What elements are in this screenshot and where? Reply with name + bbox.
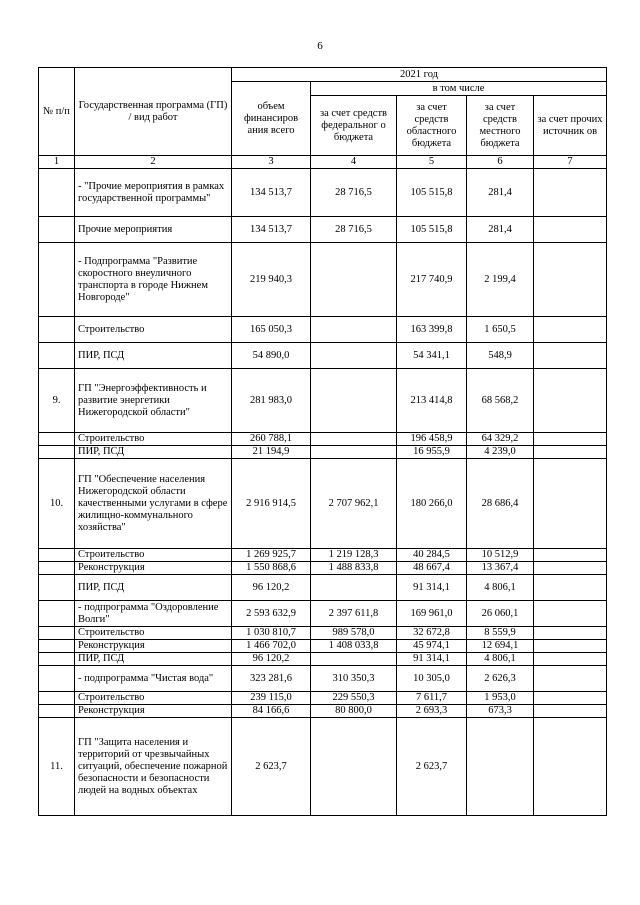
cell-other (534, 718, 607, 816)
cell-regional: 2 623,7 (397, 718, 467, 816)
cell-regional: 105 515,8 (397, 217, 467, 243)
cell-local: 281,4 (467, 169, 534, 217)
cell-federal (311, 243, 397, 317)
table-row (39, 627, 607, 640)
header-federal: за счет средств федеральног о бюджета (311, 96, 397, 156)
cell-local: 64 329,2 (467, 433, 534, 446)
cell-other (534, 317, 607, 343)
cell-total: 96 120,2 (232, 653, 311, 666)
column-numbers-row (39, 156, 607, 169)
row-name: Строительство (75, 433, 232, 446)
row-name: - подпрограмма "Оздоровление Волги" (75, 601, 232, 627)
cell-total: 21 194,9 (232, 446, 311, 459)
cell-total: 219 940,3 (232, 243, 311, 317)
cell-local: 673,3 (467, 705, 534, 718)
cell-federal: 310 350,3 (311, 666, 397, 692)
table-row (39, 718, 607, 816)
row-number (39, 217, 75, 243)
cell-total: 134 513,7 (232, 169, 311, 217)
cell-total: 84 166,6 (232, 705, 311, 718)
row-name: Строительство (75, 692, 232, 705)
cell-local: 12 694,1 (467, 640, 534, 653)
cell-other (534, 562, 607, 575)
cell-other (534, 575, 607, 601)
cell-local: 4 806,1 (467, 575, 534, 601)
cell-local: 548,9 (467, 343, 534, 369)
cell-regional: 180 266,0 (397, 459, 467, 549)
cell-total: 165 050,3 (232, 317, 311, 343)
row-name: Реконструкция (75, 640, 232, 653)
cell-local: 4 239,0 (467, 446, 534, 459)
row-name: Строительство (75, 549, 232, 562)
cell-total: 1 269 925,7 (232, 549, 311, 562)
table-row (39, 601, 607, 627)
cell-total: 1 550 868,6 (232, 562, 311, 575)
cell-total: 134 513,7 (232, 217, 311, 243)
table-row (39, 692, 607, 705)
cell-local: 2 626,3 (467, 666, 534, 692)
cell-local (467, 718, 534, 816)
cell-total: 96 120,2 (232, 575, 311, 601)
cell-other (534, 459, 607, 549)
table-row (39, 562, 607, 575)
cell-total: 54 890,0 (232, 343, 311, 369)
row-number (39, 575, 75, 601)
cell-federal (311, 653, 397, 666)
row-number (39, 317, 75, 343)
cell-other (534, 653, 607, 666)
row-number (39, 627, 75, 640)
header-no: № п/п (39, 68, 75, 156)
cell-total: 323 281,6 (232, 666, 311, 692)
cell-other (534, 169, 607, 217)
row-number (39, 243, 75, 317)
table-row (39, 243, 607, 317)
cell-local: 1 650,5 (467, 317, 534, 343)
cell-local: 281,4 (467, 217, 534, 243)
cell-other (534, 446, 607, 459)
header-regional: за счет средств областного бюджета (397, 96, 467, 156)
table-row (39, 369, 607, 433)
cell-regional: 16 955,9 (397, 446, 467, 459)
table-row (39, 217, 607, 243)
row-name: - "Прочие мероприятия в рамках государственной программы" (75, 169, 232, 217)
row-name: ГП "Энергоэффективность и развитие энергетики Нижегородской области" (75, 369, 232, 433)
cell-other (534, 433, 607, 446)
row-number (39, 169, 75, 217)
row-name: Строительство (75, 627, 232, 640)
cell-federal: 2 707 962,1 (311, 459, 397, 549)
cell-total: 1 466 702,0 (232, 640, 311, 653)
cell-other (534, 666, 607, 692)
cell-regional: 48 667,4 (397, 562, 467, 575)
cell-federal (311, 575, 397, 601)
cell-local: 13 367,4 (467, 562, 534, 575)
cell-total: 260 788,1 (232, 433, 311, 446)
cell-regional: 217 740,9 (397, 243, 467, 317)
cell-federal: 229 550,3 (311, 692, 397, 705)
cell-local: 2 199,4 (467, 243, 534, 317)
table-row (39, 343, 607, 369)
page-number: 6 (317, 40, 323, 52)
cell-regional: 2 693,3 (397, 705, 467, 718)
column-number: 1 (39, 156, 75, 169)
cell-regional: 45 974,1 (397, 640, 467, 653)
table-row (39, 575, 607, 601)
table-row (39, 169, 607, 217)
cell-total: 239 115,0 (232, 692, 311, 705)
cell-federal (311, 343, 397, 369)
cell-regional: 105 515,8 (397, 169, 467, 217)
cell-federal: 1 408 033,8 (311, 640, 397, 653)
cell-regional: 196 458,9 (397, 433, 467, 446)
cell-local: 8 559,9 (467, 627, 534, 640)
column-number: 2 (75, 156, 232, 169)
table-row (39, 705, 607, 718)
header-total: объем финансиров ания всего (232, 82, 311, 156)
row-number: 11. (39, 718, 75, 816)
table-row (39, 317, 607, 343)
table-row (39, 459, 607, 549)
row-number (39, 705, 75, 718)
cell-federal: 80 800,0 (311, 705, 397, 718)
row-number (39, 549, 75, 562)
cell-total: 281 983,0 (232, 369, 311, 433)
row-name: Реконструкция (75, 562, 232, 575)
cell-regional: 91 314,1 (397, 575, 467, 601)
row-number (39, 601, 75, 627)
cell-local: 4 806,1 (467, 653, 534, 666)
row-number: 10. (39, 459, 75, 549)
cell-federal: 2 397 611,8 (311, 601, 397, 627)
column-number: 4 (311, 156, 397, 169)
row-name: Реконструкция (75, 705, 232, 718)
row-name: Прочие мероприятия (75, 217, 232, 243)
column-number: 6 (467, 156, 534, 169)
table-row (39, 549, 607, 562)
row-name: ПИР, ПСД (75, 575, 232, 601)
cell-other (534, 692, 607, 705)
table-row (39, 640, 607, 653)
cell-other (534, 601, 607, 627)
cell-regional: 54 341,1 (397, 343, 467, 369)
header-year: 2021 год (232, 68, 607, 82)
cell-federal (311, 369, 397, 433)
cell-regional: 40 284,5 (397, 549, 467, 562)
row-number (39, 666, 75, 692)
cell-regional: 91 314,1 (397, 653, 467, 666)
cell-federal (311, 433, 397, 446)
cell-regional: 32 672,8 (397, 627, 467, 640)
cell-regional: 10 305,0 (397, 666, 467, 692)
table-body (39, 169, 607, 816)
cell-federal: 1 219 128,3 (311, 549, 397, 562)
cell-federal: 28 716,5 (311, 217, 397, 243)
row-number (39, 562, 75, 575)
row-name: - подпрограмма "Чистая вода" (75, 666, 232, 692)
header-other: за счет прочих источник ов (534, 96, 607, 156)
header-including: в том числе (311, 82, 607, 96)
cell-federal (311, 317, 397, 343)
column-number: 7 (534, 156, 607, 169)
cell-other (534, 369, 607, 433)
cell-other (534, 640, 607, 653)
cell-total: 1 030 810,7 (232, 627, 311, 640)
cell-total: 2 916 914,5 (232, 459, 311, 549)
row-name: Строительство (75, 317, 232, 343)
cell-other (534, 243, 607, 317)
row-name: ПИР, ПСД (75, 446, 232, 459)
cell-local: 26 060,1 (467, 601, 534, 627)
row-name: ПИР, ПСД (75, 343, 232, 369)
budget-table (38, 67, 607, 816)
cell-other (534, 343, 607, 369)
header-local: за счет средств местного бюджета (467, 96, 534, 156)
cell-other (534, 217, 607, 243)
cell-federal: 1 488 833,8 (311, 562, 397, 575)
cell-regional: 7 611,7 (397, 692, 467, 705)
cell-federal (311, 446, 397, 459)
cell-local: 28 686,4 (467, 459, 534, 549)
cell-federal (311, 718, 397, 816)
cell-total: 2 593 632,9 (232, 601, 311, 627)
cell-regional: 169 961,0 (397, 601, 467, 627)
cell-local: 10 512,9 (467, 549, 534, 562)
row-number (39, 446, 75, 459)
cell-other (534, 549, 607, 562)
row-number (39, 653, 75, 666)
column-number: 3 (232, 156, 311, 169)
row-name: - Подпрограмма "Развитие скоростного внеуличного транспорта в городе Нижнем Новгороде" (75, 243, 232, 317)
row-name: ГП "Обеспечение населения Нижегородской области качественными услугами в сфере жилищно-коммунального хозяйства" (75, 459, 232, 549)
cell-federal: 28 716,5 (311, 169, 397, 217)
cell-total: 2 623,7 (232, 718, 311, 816)
column-number: 5 (397, 156, 467, 169)
row-number (39, 433, 75, 446)
row-number (39, 692, 75, 705)
table-row (39, 446, 607, 459)
row-name: ПИР, ПСД (75, 653, 232, 666)
table-row (39, 653, 607, 666)
cell-other (534, 627, 607, 640)
cell-local: 68 568,2 (467, 369, 534, 433)
row-number (39, 343, 75, 369)
header-name: Государственная программа (ГП) / вид работ (75, 68, 232, 156)
cell-federal: 989 578,0 (311, 627, 397, 640)
row-number: 9. (39, 369, 75, 433)
row-number (39, 640, 75, 653)
row-name: ГП "Защита населения и территорий от чрезвычайных ситуаций, обеспечение пожарной безопасности и безопасности людей на водных объектах (75, 718, 232, 816)
table-row (39, 433, 607, 446)
cell-other (534, 705, 607, 718)
cell-regional: 163 399,8 (397, 317, 467, 343)
table-row (39, 666, 607, 692)
cell-regional: 213 414,8 (397, 369, 467, 433)
cell-local: 1 953,0 (467, 692, 534, 705)
